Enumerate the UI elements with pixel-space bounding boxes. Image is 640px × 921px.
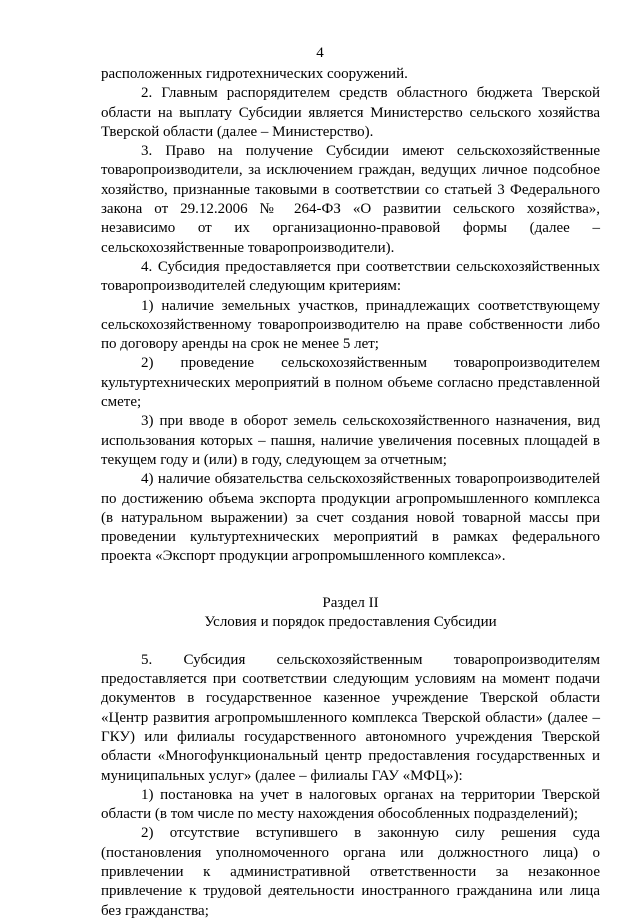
criterion-3: 3) при вводе в оборот земель сельскохозяйственного назначения, вид использования которых – пашня, наличие увеличения посевных площадей в текущем году и (или) в году, следующем за отчетным;	[101, 413, 600, 468]
paragraph-4: 4. Субсидия предоставляется при соответствии сельскохозяйственных товаропроизводителей следующим критериям:	[101, 258, 600, 295]
section-title: Условия и порядок предоставления Субсидии	[204, 613, 497, 630]
paragraph-5: 5. Субсидия сельскохозяйственным товаропроизводителям предоставляется при соответствии следующим условиям на момент подачи документов в государственное казенное учреждение Тверской области «Центр развития агропромышленного комплекса Тверской области» (далее – ГКУ) или филиалы государственного автономного учреждения Тверской области «Многофункциональный центр предоставления государственных и муниципальных услуг» (далее – филиалы ГАУ «МФЦ»):	[101, 651, 600, 784]
condition-1: 1) постановка на учет в налоговых органах на территории Тверской области (в том числе по месту нахождения обособленных подразделений);	[101, 786, 600, 823]
criterion-4: 4) наличие обязательства сельскохозяйственных товаропроизводителей по достижению объема экспорта продукции агропромышленного комплекса (в натуральном выражении) за счет создания новой товарной массы при проведении культуртехнических мероприятий в рамках федерального проекта «Экспорт продукции агропромышленного комплекса».	[101, 471, 600, 565]
paragraph-3: 3. Право на получение Субсидии имеют сельскохозяйственные товаропроизводители, за исключением граждан, ведущих личное подсобное хозяйство, признанные таковыми в соответствии со статьей 3 Федерального закона от 29.12.2006 № 264-ФЗ «О развитии сельского хозяйства», независимо от их организационно-правовой формы (далее – сельскохозяйственные товаропроизводители).	[101, 143, 600, 256]
paragraph-2: 2. Главным распорядителем средств областного бюджета Тверской области на выплату Субсидии является Министерство сельского хозяйства Тверской области (далее – Министерство).	[101, 85, 600, 140]
document-body	[101, 65, 600, 921]
page-number: 4	[316, 45, 324, 61]
section-label: Раздел II	[322, 594, 379, 611]
condition-2: 2) отсутствие вступившего в законную силу решения суда (постановления уполномоченного органа или должностного лица) о привлечении к административной ответственности за незаконное привлечение к трудовой деятельности иностранного гражданина или лица без гражданства;	[101, 825, 600, 919]
criterion-2: 2) проведение сельскохозяйственным товаропроизводителем культуртехнических мероприятий в полном объеме согласно представленной смете;	[101, 355, 600, 411]
paragraph-continuation: расположенных гидротехнических сооружений.	[101, 66, 408, 82]
criterion-1: 1) наличие земельных участков, принадлежащих соответствующему сельскохозяйственному товаропроизводителю на праве собственности либо по договору аренды на срок не менее 5 лет;	[101, 297, 600, 353]
